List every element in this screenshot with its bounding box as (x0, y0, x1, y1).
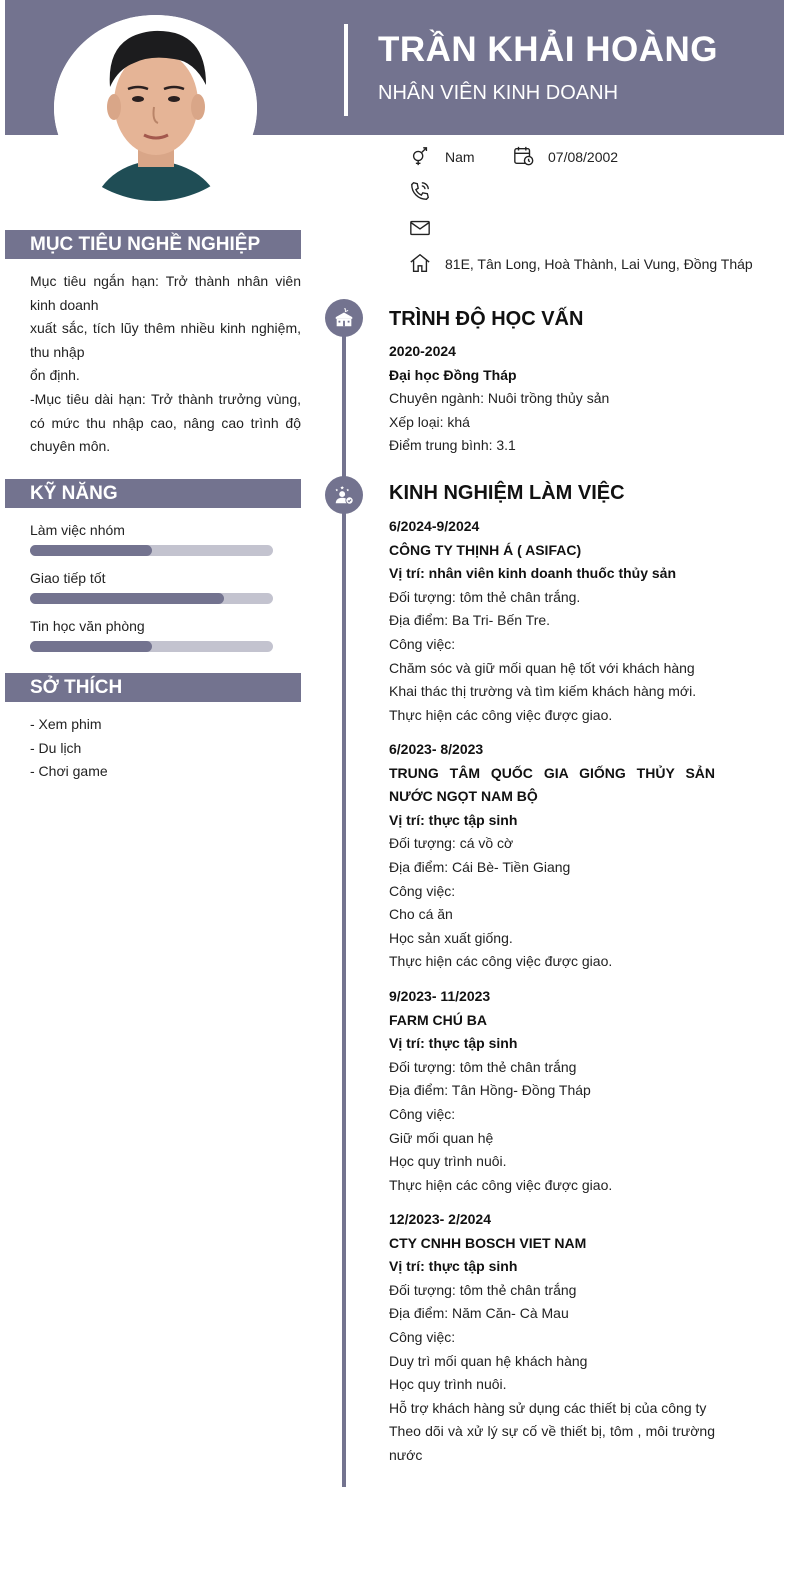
job-line: Theo dõi và xử lý sự cố về thiết bị, tôm , môi trường nước (389, 1423, 715, 1463)
hobby-item: - Chơi game (30, 763, 108, 780)
job-entry (389, 985, 715, 1197)
skill-label: Làm việc nhóm (30, 522, 125, 538)
skill-label: Giao tiếp tốt (30, 570, 106, 586)
job-line: Đối tượng: tôm thẻ chân trắng. (389, 588, 581, 605)
profile-photo (54, 15, 257, 201)
job-line: Học quy trình nuôi. (389, 1376, 507, 1393)
home-icon (409, 252, 431, 274)
education-icon (325, 299, 363, 337)
job-company: CÔNG TY THỊNH Á ( ASIFAC) (389, 541, 582, 558)
job-line: Đối tượng: cá vồ cờ (389, 835, 514, 852)
education-school: Đại học Đồng Tháp (389, 366, 517, 383)
job-position: Vị trí: nhân viên kinh doanh thuốc thủy sản (389, 565, 677, 582)
job-line: Thực hiện các công việc được giao. (389, 706, 613, 723)
calendar-icon (513, 145, 535, 167)
job-company: FARM CHÚ BA (389, 1011, 487, 1028)
candidate-name: TRẦN KHẢI HOÀNG (378, 30, 718, 69)
job-position: Vị trí: thực tập sinh (389, 1258, 518, 1275)
hobbies-heading: SỞ THÍCH (5, 673, 301, 702)
job-line: Thực hiện các công việc được giao. (389, 953, 613, 970)
job-line: Hỗ trợ khách hàng sử dụng các thiết bị của công ty (389, 1399, 707, 1416)
job-period: 6/2023- 8/2023 (389, 741, 484, 757)
skill-bar-fill (30, 641, 152, 652)
job-line: Duy trì mối quan hệ khách hàng (389, 1352, 588, 1369)
skill-bar (30, 641, 273, 652)
job-line: Địa điểm: Tân Hồng- Đồng Tháp (389, 1082, 591, 1099)
hobbies-list (30, 713, 301, 784)
job-line: Công việc: (389, 635, 456, 652)
education-gpa: Điểm trung bình: 3.1 (389, 437, 516, 454)
job-line: Học sản xuất giống. (389, 929, 513, 946)
objective-line: Mục tiêu ngắn hạn: Trở thành nhân viên kinh doanh (30, 273, 301, 313)
job-position: Vị trí: thực tập sinh (389, 811, 518, 828)
job-line: Đối tượng: tôm thẻ chân trắng (389, 1281, 577, 1298)
job-entry (389, 738, 715, 974)
objective-line: -Mục tiêu dài hạn: Trở thành trưởng vùng, có mức thu nhập cao, nâng cao trình độ chuyên môn. (30, 390, 301, 455)
objective-text (30, 270, 301, 459)
job-line: Địa điểm: Năm Căn- Cà Mau (389, 1305, 569, 1322)
skill-bar (30, 593, 273, 604)
job-line: Giữ mối quan hệ (389, 1129, 494, 1146)
job-line: Công việc: (389, 1105, 456, 1122)
hobby-item: - Du lịch (30, 739, 82, 756)
skill-bar-fill (30, 545, 152, 556)
job-line: Đối tượng: tôm thẻ chân trắng (389, 1058, 577, 1075)
job-position: Vị trí: thực tập sinh (389, 1035, 518, 1052)
education-rank: Xếp loại: khá (389, 413, 470, 430)
education-major: Chuyên ngành: Nuôi trồng thủy sản (389, 390, 610, 407)
skill-bar (30, 545, 273, 556)
job-period: 6/2024-9/2024 (389, 518, 480, 534)
address-value: 81E, Tân Long, Hoà Thành, Lai Vung, Đồng Tháp (445, 256, 753, 272)
education-heading: TRÌNH ĐỘ HỌC VẤN (389, 308, 584, 330)
job-period: 9/2023- 11/2023 (389, 988, 491, 1004)
skill-bar-fill (30, 593, 224, 604)
skill-label: Tin học văn phòng (30, 618, 145, 634)
job-entry (389, 515, 715, 727)
objective-line: ổn định. (30, 367, 80, 384)
job-line: Chăm sóc và giữ mối quan hệ tốt với khách hàng (389, 659, 695, 676)
job-line: Địa điểm: Ba Tri- Bến Tre. (389, 612, 551, 629)
objective-heading: MỤC TIÊU NGHỀ NGHIỆP (5, 230, 301, 259)
education-period: 2020-2024 (389, 343, 456, 359)
job-line: Khai thác thị trường và tìm kiếm khách hàng mới. (389, 683, 697, 700)
avatar (54, 15, 257, 201)
experience-icon (325, 476, 363, 514)
job-line: Công việc: (389, 882, 456, 899)
birthday-value: 07/08/2002 (548, 149, 619, 165)
name-divider (344, 24, 348, 116)
experience-heading: KINH NGHIỆM LÀM VIỆC (389, 482, 625, 504)
job-period: 12/2023- 2/2024 (389, 1211, 491, 1227)
job-title: NHÂN VIÊN KINH DOANH (378, 82, 619, 104)
job-entry (389, 1208, 715, 1468)
job-company: TRUNG TÂM QUỐC GIA GIỐNG THỦY SẢN NƯỚC NGỌT NAM BỘ (389, 764, 715, 805)
objective-line: xuất sắc, tích lũy thêm nhiều kinh nghiệm, thu nhập (30, 320, 301, 360)
job-company: CTY CNHH BOSCH VIET NAM (389, 1234, 587, 1251)
gender-icon (409, 145, 431, 167)
phone-icon (409, 180, 431, 202)
job-line: Địa điểm: Cái Bè- Tiền Giang (389, 858, 571, 875)
job-line: Công việc: (389, 1328, 456, 1345)
hobby-item: - Xem phim (30, 716, 102, 732)
job-line: Học quy trình nuôi. (389, 1153, 507, 1170)
education-entry (389, 340, 715, 458)
mail-icon (409, 217, 431, 239)
skills-heading: KỸ NĂNG (5, 479, 301, 508)
job-line: Thực hiện các công việc được giao. (389, 1176, 613, 1193)
job-line: Cho cá ăn (389, 906, 453, 923)
gender-value: Nam (445, 149, 475, 165)
